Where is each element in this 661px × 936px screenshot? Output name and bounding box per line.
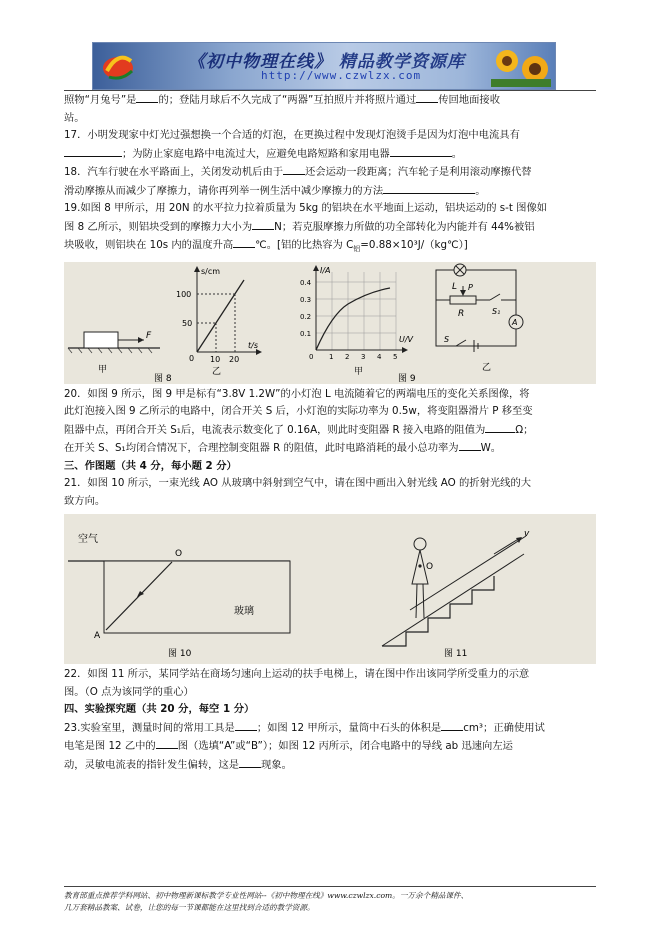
question-18: 18．汽车行驶在水平路面上，关闭发动机后由于 还会运动一段距离；汽车轮子是利用滚动摩擦代替 [64, 163, 596, 182]
fig9-caption: 图 9 [398, 373, 416, 384]
fig8-jia-label: 甲 [98, 364, 108, 375]
text-line: 致方向。 [64, 494, 106, 507]
text-line: 站。 [64, 111, 85, 124]
t-tick: 10 [210, 354, 221, 364]
u-tick: 1 [329, 352, 334, 361]
fig8-caption: 图 8 [154, 373, 172, 384]
i-tick: 0.4 [300, 278, 312, 287]
text-line: 在开关 S、S₁均闭合情况下，合理控制变阻器 R 的阻值，此时电路消耗的最小总功率为 W。 [64, 439, 596, 458]
question-21: 21．如图 10 所示，一束光线 AO 从玻璃中斜射到空气中，请在图中画出入射光线 AO 的折射光线的大 [64, 477, 532, 490]
u-axis-label: U/V [399, 334, 414, 344]
point-o-label: O [175, 549, 183, 560]
i-tick: 0 [309, 352, 314, 361]
fig8-block-diagram [68, 331, 160, 375]
fig8-st-graph [176, 266, 262, 377]
page-footer [64, 890, 596, 914]
ammeter-label: A [512, 317, 518, 327]
figure-8-9 [64, 262, 596, 384]
question-22: 22．如图 11 所示，某同学站在商场匀速向上运动的扶手电梯上，请在图中作出该同学所受重力的示意 [64, 668, 530, 681]
fig10-refraction [68, 532, 290, 659]
section-3-heading: 三、作图题（共 4 分，每小题 2 分） [64, 459, 237, 472]
text-line: 此灯泡接入图 9 乙所示的电路中，闭合开关 S 后，小灯泡的实际功率为 0.5w，将变阻器滑片 P 移至变 [64, 405, 533, 418]
fig9-jia-label: 甲 [354, 366, 364, 377]
slider-label: P [468, 282, 473, 292]
text-line: 图 8 乙所示，则铝块受到的摩擦力大小为 N；若克服摩擦力所做的功全部转化为内能并有 44%被铝 [64, 218, 596, 237]
u-tick: 2 [345, 352, 350, 361]
sunflower-icon [491, 45, 551, 87]
air-label: 空气 [78, 534, 98, 546]
text-line: 滑动摩擦从而减少了摩擦力，请你再列举一例生活中减少摩擦力的方法 。 [64, 182, 596, 201]
fig11-escalator [382, 529, 530, 659]
question-body [64, 91, 596, 774]
t-tick: 20 [229, 354, 240, 364]
fig9-yi-label: 乙 [482, 362, 492, 373]
glass-label: 玻璃 [234, 606, 254, 618]
u-tick: 5 [393, 352, 398, 361]
point-o-label: O [426, 562, 434, 573]
text-line: 照物“月兔号”是 的；登陆月球后不久完成了“两器”互拍照片并将照片通过 传回地面接收 [64, 91, 596, 110]
text-line: 图。（O 点为该同学的重心） [64, 685, 194, 698]
text-line: 阻器中点，再闭合开关 S₁后，电流表示数变化了 0.16A，则此时变阻器 R 接入电路的阻值为 Ω； [64, 421, 596, 440]
force-label: F [146, 330, 152, 341]
site-logo-icon [99, 47, 137, 85]
i-tick: 0.2 [300, 312, 312, 321]
question-20: 20．如图 9 所示，图 9 甲是标有“3.8V 1.2W”的小灯泡 L 电流随着它的两端电压的变化关系图像，将 [64, 387, 530, 400]
fig11-caption: 图 11 [444, 649, 468, 660]
u-tick: 4 [377, 352, 382, 361]
u-tick: 3 [361, 352, 366, 361]
question-17: 17．小明发现家中灯光过强想换一个合适的灯泡，在更换过程中发现灯泡烫手是因为灯泡中电流具有 [64, 129, 520, 141]
figure-10-11-svg [64, 514, 596, 664]
figure-8-9-svg [64, 262, 596, 384]
i-axis-label: I/A [320, 265, 331, 275]
i-tick: 0.3 [300, 295, 312, 304]
figure-10-11 [64, 514, 596, 664]
t-axis-label: t/s [248, 340, 258, 350]
header-banner [92, 42, 556, 90]
lamp-label: L [452, 281, 458, 292]
i-tick: 0.1 [300, 329, 312, 338]
question-23: 23.实验室里，测量时间的常用工具是 ；如图 12 甲所示，量筒中石头的体积是 cm³；正确使用试 [64, 719, 596, 738]
footer-line: 教育部重点推荐学科网站、初中物理新课标教学专业性网站--《初中物理在线》www.czwlzx.com。一万余个精品课件、 [64, 891, 469, 900]
fig10-caption: 图 10 [168, 649, 192, 660]
banner-url[interactable]: http://www.czwlzx.com [261, 69, 422, 82]
rheostat-label: R [458, 308, 465, 319]
text-line: 块吸收，则铝块在 10s 内的温度升高 ℃。[铝的比热容为 $C_铝=0.88\times 10^3J/(kg℃)$] [64, 236, 596, 259]
s-tick: 50 [182, 318, 193, 328]
section-4-heading: 四、实验探究题（共 20 分，每空 1 分） [64, 703, 255, 716]
footer-line: 几万套精品教案、试卷，让您的每一节课都能在这里找到合适的教学资源。 [64, 903, 315, 912]
center-of-gravity-dot [418, 564, 421, 567]
text-line: 电笔是图 12 乙中的 图（选填“A”或“B”）；如图 12 丙所示，闭合电路中的导线 ab 迅速向左运 [64, 737, 596, 756]
banner-title: 《初中物理在线》 精品教学资源库 [188, 52, 465, 72]
s-tick: 100 [176, 289, 192, 299]
text-line: ；为防止家庭电路中电流过大，应避免电路短路和家用电器 。 [64, 145, 596, 164]
footer-rule [64, 886, 596, 887]
switch-s1-label: S₁ [492, 306, 501, 316]
s-tick: 0 [189, 353, 195, 363]
point-a-label: A [94, 631, 101, 642]
s-axis-label: s/cm [201, 266, 221, 276]
velocity-label: v [524, 529, 530, 540]
text-line: 动，灵敏电流表的指针发生偏转，这是 现象。 [64, 756, 596, 775]
question-19: 19.如图 8 甲所示，用 20N 的水平拉力拉着质量为 5kg 的铝块在水平地面上运动，铝块运动的 s-t 图像如 [64, 202, 548, 214]
fig9-iu-graph [300, 265, 414, 377]
switch-s-label: S [444, 334, 450, 344]
fig8-yi-label: 乙 [212, 366, 222, 377]
